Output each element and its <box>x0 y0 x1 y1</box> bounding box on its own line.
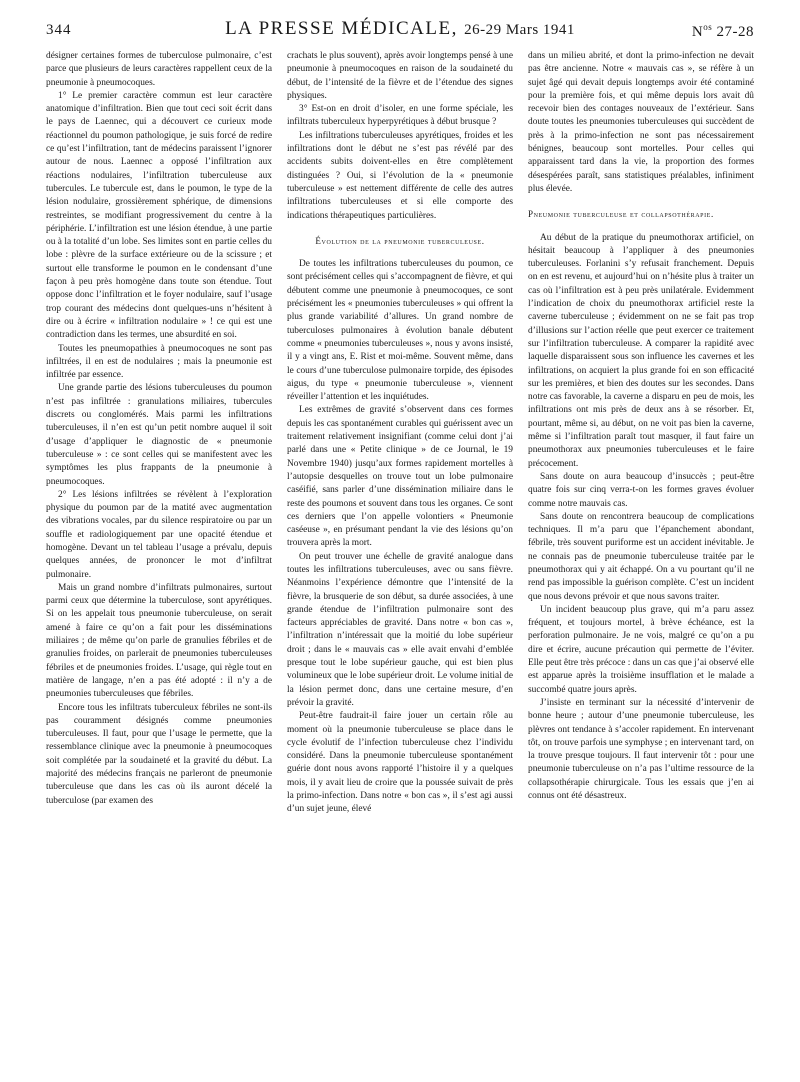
article-body <box>46 50 754 1060</box>
journal-title: LA PRESSE MÉDICALE, <box>225 18 458 39</box>
journal-masthead <box>46 18 754 40</box>
column-2 <box>287 50 513 1060</box>
paragraph: 2° Les lésions infiltrées se révèlent à l’exploration physique du poumon par de la matité avec augmentation des vibrations vocales, par du silence respiratoire ou par un souffle et radiologiquement par une opacité étendue et homogène. Devant un tel tableau l’usage a prévalu, depuis quelques années, de prononcer le mot d’infiltrat pulmonaire. <box>46 489 272 580</box>
paragraph: Sans doute on rencontrera beaucoup de complications techniques. Il m’a paru que l’épanchement abondant, fébrile, très souvent puriforme est un accident inévitable. Je ne connais pas de pneumonie tuberculeuse traitée par le pneumothorax qui y ait échappé. On a vu pourtant qu’il ne rend pas impossible la guérison complète. C’est un incident que nous devons prévoir et que nous savons traiter. <box>528 511 754 602</box>
paragraph: Les infiltrations tuberculeuses apyrétiques, froides et les infiltrations dont le début ne s’est pas révélé par des accidents subits doivent-elles en être complètement distinguées ? Oui, si l’évolution de la « pneumonie tuberculeuse » est nettement différente de celle des autres infiltrations tuberculeuses et si elle comporte des indications thérapeutiques particulières. <box>287 130 513 221</box>
paragraph: 1° Le premier caractère commun est leur caractère anatomique d’infiltration. Bien que tout ceci soit écrit dans le pays de Laennec, qui a découvert ce curieux mode réactionnel du poumon pathologique, je suis forcé de redire ce qu’est l’infiltration, tant de médecins paraissent l’ignorer autour de nous. Laennec a opposé l’infiltration aux réactions nodulaires, l’infiltration tuberculeuse aux tubercules. Le tubercule est, dans le poumon, le type de la lésion nodulaire, grossièrement sphérique, de dimensions restreintes, se modifiant progressivement du centre à la périphérie. L’infiltration est une lésion étendue, à une partie ou à la totalité d’un lobe. Ses limites sont en partie celles du lobe : plèvre de la surface extérieure ou de la scissure ; et surtout elle transforme le poumon en le condensant d’une façon à peu près homogène dans toute son étendue. Tout oppose donc l’infiltration et le foyer nodulaire, sauf l’usage trop courant des médecins dont quelques-uns n’hésitent à dire ou à écrire « infiltration nodulaire » ! ce qui est une contradiction dans les termes, une absurdité en soi. <box>46 90 272 341</box>
column-1 <box>46 50 272 1060</box>
paragraph: Encore tous les infiltrats tuberculeux fébriles ne sont-ils pas couramment désignés comme pneumonies tuberculeuses. Il faut, pour que l’usage le permette, que la ressemblance clinique avec la pneumonie à pneumocoques soit complétée par la soudaineté et la gravité du début. La majorité des médecins français ne parleront de pneumonie tuberculeuse que dans les cas où ils auront décelé la tuberculose (par examen des <box>46 702 272 806</box>
paragraph: crachats le plus souvent), après avoir longtemps pensé à une pneumonie à pneumocoques en raison de la soudaineté du début, de l’intensité de la fièvre et de l’étendue des signes physiques. <box>287 51 513 101</box>
section-title: Évolution de la pneumonie tuberculeuse. <box>315 235 485 246</box>
paragraph: De toutes les infiltrations tuberculeuses du poumon, ce sont précisément celles qui s’accompagnent de fièvre, et qui débutent comme une pneumonie à pneumocoques, ce sont précisément les « pneumonies tuberculeuses » qui offrent la plus grande variabilité d’allures. Un grand nombre de tuberculoses pulmonaires à évolution banale débutent comme « pneumonies tuberculeuses », nous y avons insisté, il y a vingt ans, E. Rist et moi-même. Souvent même, dans le cours d’une tuberculose pulmonaire torpide, des épisodes aigus, du type « pneumonie tuberculeuse », viennent réveiller l’attention et les inquiétudes. <box>287 259 513 403</box>
paragraph: 3° Est-on en droit d’isoler, en une forme spéciale, les infiltrats tuberculeux hyperpyrétiques à début brusque ? <box>287 104 513 128</box>
paragraph: Les extrêmes de gravité s’observent dans ces formes depuis les cas spontanément curables qui guérissent avec un traitement relativement insignifiant (comme celui dont j’ai parlé dans une « Petite clinique » de ce Journal, le 19 Novembre 1940) jusqu’aux formes rapidement mortelles à l’autopsie desquelles on trouve tout un lobe pulmonaire caséifié, sans parler d’une dissémination miliaire dans le reste des poumons et souvent dans tous les organes. Ce sont ces derniers que l’on appelle volontiers « Pneumonie caséeuse », en présumant pendant la vie des lésions qu’on trouvera après la mort. <box>287 405 513 549</box>
paragraph: J’insiste en terminant sur la nécessité d’intervenir de bonne heure ; autour d’une pneumonie tuberculeuse, les plèvres ont tendance à s’accoler rapidement. En intervenant tôt, on trouve parfois une symphyse ; en intervenant tard, on la trouve presque toujours. Il faut intervenir tôt : pour une pneumonie tuberculeuse on n’a pas l’ultime ressource de la collapsothérapie chirurgicale. Tous les essais que j’en ai connus ont été désastreux. <box>528 697 754 802</box>
issue-sup: os <box>703 22 713 32</box>
paragraph: Toutes les pneumopathies à pneumocoques ne sont pas infiltrées, il en est de nodulaires ; mais la pneumonie est infiltrée par essence. <box>46 343 272 381</box>
paragraph: Mais un grand nombre d’infiltrats pulmonaires, surtout parmi ceux que détermine la tuberculose, sont apyrétiques. Si on les appelait tous pneumonie tuberculeuse, on serait amené à faire ce qu’on a fait pour les disséminations miliaires ; de même qu’on parle de granulies fébriles et de granulies froides, on parlerait de pneumonies tuberculeuses fébriles et de pneumonies froides. L’usage, qui règle tout en matière de langage, n’en a pas été adopté : il n’y a de pneumonies tuberculeuses que fébriles. <box>46 582 272 700</box>
issue-date: 26-29 Mars 1941 <box>464 22 575 38</box>
paragraph: dans un milieu abrité, et dont la primo-infection ne devait pas être ancienne. Notre « mauvais cas », se réfère à un sujet âgé qui devait depuis longtemps avoir été contaminé pour la première fois, et qui même depuis lors avait dû recevoir bien des contages nouveaux de l’extérieur. Sans doute toutes les pneumonies tuberculeuses qui succèdent de près à la primo-infection ne sont pas nécessairement bénignes, beaucoup sont mortelles. Pour celles qui apparaissent tard dans la vie, la proportion des formes désespérées paraît, sans statistiques préalables, infiniment plus élevée. <box>528 51 754 194</box>
paragraph: Sans doute on aura beaucoup d’insuccès ; peut-être quatre fois sur cinq verra-t-on les formes graves évoluer comme notre mauvais cas. <box>528 471 754 509</box>
paragraph: Au début de la pratique du pneumothorax artificiel, on hésitait beaucoup à l’appliquer à des pneumonies tuberculeuses. Forlanini s’y refusait franchement. Depuis on en est revenu, et aujourd’hui on n’hésite plus à traiter un cas où l’infiltration est à peu près unilatérale. Evidemment l’indication de choix du pneumothorax artificiel reste la caverne tuberculeuse ; évidemment on ne se fait pas trop d’illusions sur l’action réelle que peut exercer ce traitement sur l’infiltration tuberculeuse. A comparer la rapidité avec laquelle disparaissent sous son influence les cavernes et les infiltrations, on acquiert la plus grande foi en son efficacité sur les premières, et bien des doutes sur les secondes. Dans notre cas favorable, la caverne a disparu en peu de mois, les infiltrations ont mis près de deux ans à se résorber. Et, pourtant, même si, au début, on ne voit pas bien la caverne, même si l’infiltration paraît tout masquer, il faut faire un pneumothorax aux pneumonies tuberculeuses et le faire précocement. <box>528 232 754 469</box>
page-number: 344 <box>46 22 72 38</box>
paragraph: On peut trouver une échelle de gravité analogue dans toutes les infiltrations tuberculeuses, avec ou sans fièvre. Néanmoins l’expérience démontre que l’intensité de la fièvre, la brusquerie de son début, sa durée associées, à une grande étendue de l’infiltration pulmonaire sont des facteurs appréciables de gravité. Dans notre « bon cas », l’infiltration n’intéressait que la moitié du lobe supérieur droit ; dans le « mauvais cas » elle avait envahi d’emblée presque tout le lobe supérieur gauche, qui est bien plus volumineux que le lobe supérieur droit. Le volume initial de la lésion permet donc, dans une certaine mesure, d’en prévoir la gravité. <box>287 551 513 708</box>
page-header <box>46 18 754 44</box>
issue-number <box>692 22 754 41</box>
section-title: Pneumonie tuberculeuse et collapsothérapie. <box>528 209 714 220</box>
paragraph: désigner certaines formes de tuberculose pulmonaire, c’est parce que plusieurs de leurs caractères rappellent ceux de la pneumonie à pneumocoques. <box>46 51 272 88</box>
paragraph: Un incident beaucoup plus grave, qui m’a paru assez fréquent, et toujours mortel, à brève échéance, est la perforation pulmonaire. Je ne vois, malgré ce qu’on a pu dire et écrire, aucune précaution qui permette de l’éviter. Elle peut être très précoce : dans un cas que j’ai observé elle est apparue après la troisième insufflation et le malade a succombé quatre jours après. <box>528 604 754 695</box>
issue-number-value: 27-28 <box>716 24 754 40</box>
paragraph: Une grande partie des lésions tuberculeuses du poumon n’est pas infiltrée : granulations miliaires, tubercules discrets ou conglomérés. Mais parmi les infiltrations tuberculeuses, il n’en est qu’un petit nombre auquel il soit d’usage d’appliquer le diagnostic de « pneumonie tuberculeuse » : ce sont celles qui se manifestent avec les symptômes les plus frappants de la pneumonie à pneumocoques. <box>46 383 272 487</box>
column-3 <box>528 50 754 1060</box>
issue-prefix: N <box>691 24 704 40</box>
paragraph: Peut-être faudrait-il faire jouer un certain rôle au moment où la pneumonie tuberculeuse se place dans le cycle évolutif de l’infection tuberculeuse chez l’individu considéré. Dans la pneumonie tuberculeuse spontanément guérie dont nous avons rapporté l’histoire il y a quelques mois, il y avait lieu de croire que la poussée suivait de près la primo-infection. Dans notre « bon cas », il s’est agi aussi d’un sujet jeune, élevé <box>287 711 513 815</box>
